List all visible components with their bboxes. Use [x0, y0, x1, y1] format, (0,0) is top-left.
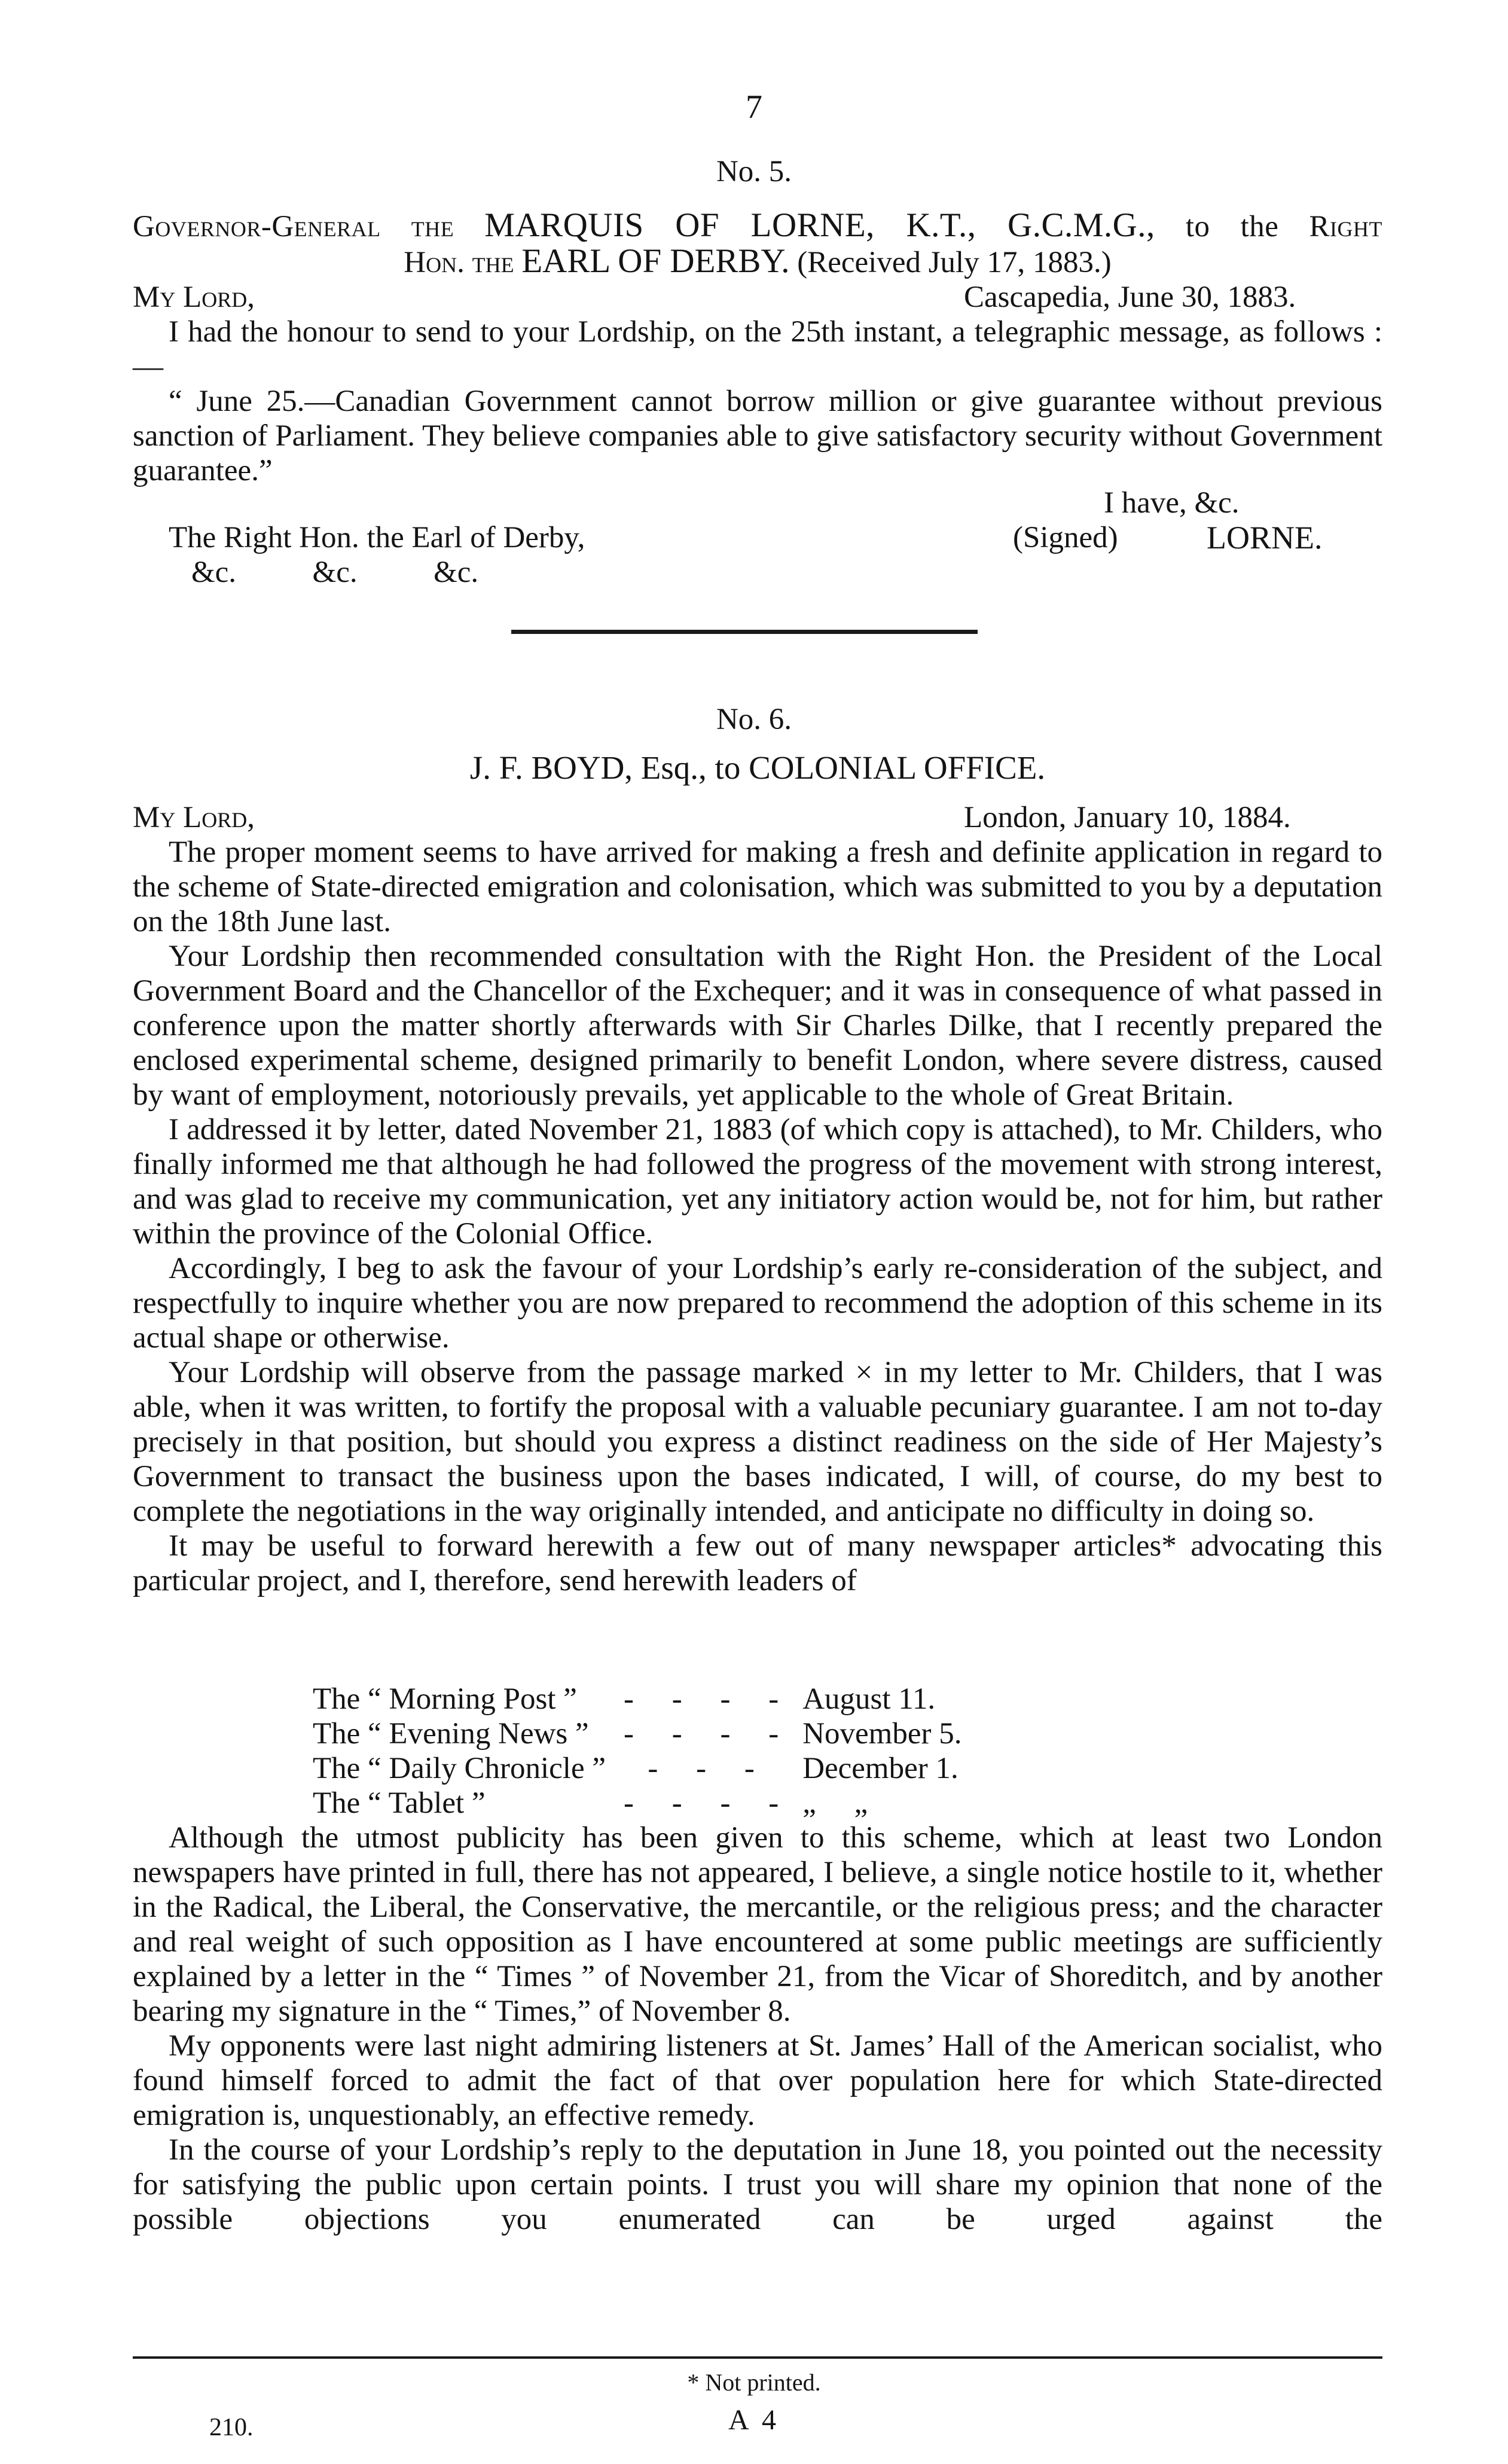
newspaper-list: [313, 1682, 961, 1820]
letter-paragraph: It may be useful to forward herewith a few out of many newspaper articles* advocating this particular project, and I, therefore, send herewith leaders of: [133, 1529, 1382, 1597]
newspaper-date-ditto: „ „: [802, 1786, 868, 1820]
document-5-body: [133, 315, 1382, 488]
signature-name: LORNE.: [1207, 520, 1323, 556]
place-date: Cascapedia, June 30, 1883.: [964, 280, 1296, 314]
letter-body-upper: [133, 835, 1382, 1598]
letter-paragraph: Accordingly, I beg to ask the favour of your Lordship’s early re-consideration of the subject, and respectfully to inquire whether you are now prepared to recommend the adoption of this scheme in its actual shape or otherwise.: [133, 1252, 1382, 1355]
newspaper-row: [313, 1716, 961, 1751]
letter-paragraph: The proper moment seems to have arrived for making a fresh and definite application in regard to the scheme of State-directed emigration and colonisation, which was submitted to you by a deputation on the 18th June last.: [133, 835, 1382, 938]
addressee-etc: &c. &c. &c.: [191, 556, 479, 589]
leader-dashes: - - -: [648, 1752, 755, 1785]
body-paragraph: I had the honour to send to your Lordship, on the 25th instant, a telegraphic message, as follows :—: [133, 315, 1382, 383]
salutation: My Lord,: [133, 280, 255, 314]
letter-body-lower: [133, 1820, 1382, 2237]
header-hon-the: Hon. the: [404, 246, 514, 279]
newspaper-title: The “ Evening News ”: [313, 1717, 589, 1751]
header-line-2: [133, 244, 1382, 280]
salutation: My Lord,: [133, 801, 255, 834]
header-sender-name: MARQUIS OF LORNE, K.T., G.C.M.G.,: [484, 206, 1155, 244]
letter-paragraph: Your Lordship will observe from the passage marked × in my letter to Mr. Childers, that I was able, when it was written, to fortify the proposal with a valuable pecuniary guarantee. I am not to-day precisely in that position, but should you express a distinct readiness on the side of Her Majesty’s Government to transact the business upon the bases indicated, I will, of course, do my best to complete the negotiations in the way originally intended, and anticipate no difficulty in doing so.: [133, 1356, 1382, 1528]
header-right: Right: [1309, 210, 1383, 243]
newspaper-title: The “ Tablet ”: [313, 1786, 486, 1820]
header-to: to the: [1185, 210, 1279, 243]
letter-paragraph: I addressed it by letter, dated November 21, 1883 (of which copy is attached), to Mr. Childers, who finally informed me that although he had followed the progress of the movement with strong interest, and was glad to receive my communication, yet any initiatory action would be, not for him, but rather within the province of the Colonial Office.: [133, 1113, 1382, 1251]
header-line-1: [133, 208, 1382, 244]
newspaper-row: [313, 1751, 961, 1786]
document-5-header: [133, 208, 1382, 280]
newspaper-date: December 1.: [802, 1752, 958, 1785]
footnote-rule: [133, 2356, 1382, 2359]
addressee: The Right Hon. the Earl of Derby,: [169, 521, 585, 554]
letter-paragraph: Although the utmost publicity has been given to this scheme, which at least two London newspapers have printed in full, there has not appeared, I believe, a single notice hostile to it, whether in the Radical, the Liberal, the Conservative, the mercantile, or the religious press; and the character and real weight of such opposition as I have encountered at some public meetings are sufficiently explained by a letter in the “ Times ” of November 21, from the Vicar of Shoreditch, and by another bearing my signature in the “ Times,” of November 8.: [133, 1821, 1382, 2028]
letter-paragraph: In the course of your Lordship’s reply to the deputation in June 18, you pointed out the necessity for satisfying the public upon certain points. I trust you will share my opinion that none of the possible objections you enumerated can be urged against the: [133, 2133, 1382, 2236]
signed-label: (Signed): [1013, 521, 1118, 554]
newspaper-date: November 5.: [802, 1717, 962, 1751]
letter-paragraph: Your Lordship then recommended consultation with the Right Hon. the President of the Local Government Board and the Chancellor of the Exchequer; and it was in consequence of what passed in conference upon the matter shortly afterwards with Sir Charles Dilke, that I recently prepared the enclosed experimental scheme, designed primarily to benefit London, where severe distress, caused by want of employment, notoriously prevails, yet applicable to the whole of Great Britain.: [133, 940, 1382, 1112]
leader-dashes: - - - -: [624, 1682, 779, 1716]
section-divider: [511, 630, 978, 634]
closing: I have, &c.: [1104, 486, 1240, 520]
leader-dashes: - - - -: [624, 1717, 779, 1751]
telegram-quote: “ June 25.—Canadian Government cannot borrow million or give guarantee without previous sanction of Parliament. They believe companies able to give satisfactory security without Government guarantee.”: [133, 385, 1382, 487]
footnote: * Not printed.: [687, 2369, 821, 2396]
leader-dashes: - - - -: [624, 1786, 779, 1820]
document-number-6: No. 6.: [716, 703, 792, 736]
letter-paragraph: My opponents were last night admiring listeners at St. James’ Hall of the American socialist, who found himself forced to admit the fact of that over population here for which State-directed emigration is, unquestionably, an effective remedy.: [133, 2029, 1382, 2132]
newspaper-title: The “ Daily Chronicle ”: [313, 1752, 606, 1785]
document-6-header: J. F. BOYD, Esq., to COLONIAL OFFICE.: [469, 749, 1046, 786]
newspaper-title: The “ Morning Post ”: [313, 1682, 577, 1716]
header-received-date: (Received July 17, 1883.): [797, 246, 1112, 279]
header-recipient-name: EARL OF DERBY.: [521, 242, 790, 280]
newspaper-row: [313, 1682, 961, 1716]
page-number: 7: [746, 89, 762, 126]
newspaper-date: August 11.: [802, 1682, 936, 1716]
print-reference: 210.: [209, 2414, 254, 2441]
newspaper-row: [313, 1786, 961, 1820]
signature-mark: A 4: [728, 2404, 780, 2436]
header-title-prefix: Governor-General the: [133, 210, 454, 243]
document-number-5: No. 5.: [716, 155, 792, 188]
place-date: London, January 10, 1884.: [964, 801, 1291, 834]
